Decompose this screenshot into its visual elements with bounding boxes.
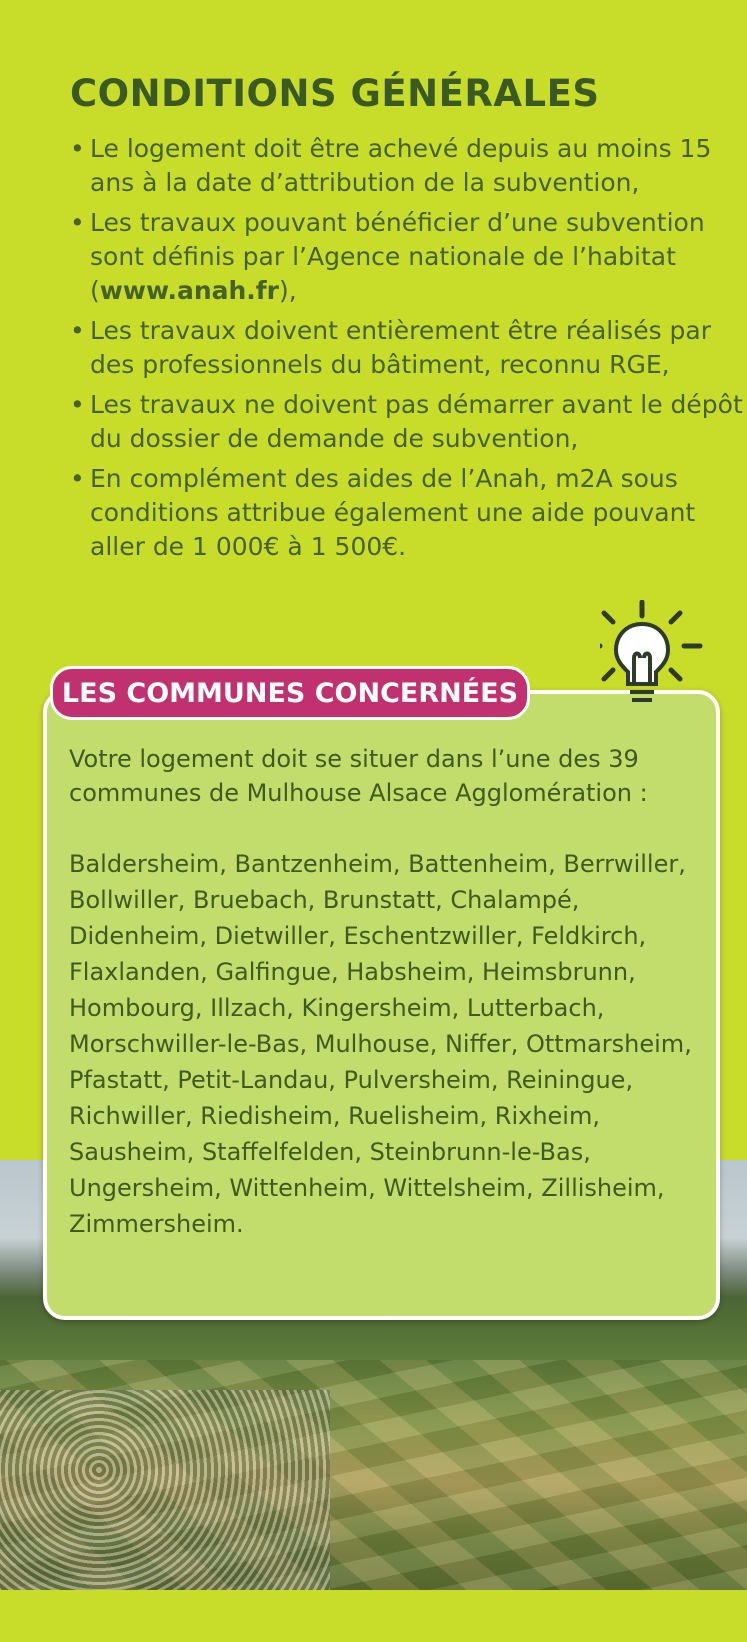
bottom-band xyxy=(0,1590,747,1642)
light-bulb-icon xyxy=(600,600,740,730)
anah-link[interactable]: www.anah.fr xyxy=(99,276,279,305)
communes-intro: Votre logement doit se situer dans l’une des 39 communes de Mulhouse Alsace Agglomération : xyxy=(69,745,648,807)
condition-item: • En complément des aides de l’Anah, m2A sous conditions attribue également une aide pouvant aller de 1 000€ à 1 500€. xyxy=(66,462,746,564)
condition-item: • Les travaux ne doivent pas démarrer avant le dépôt du dossier de demande de subvention, xyxy=(66,388,746,456)
village-pattern xyxy=(0,1390,330,1590)
condition-item: • Le logement doit être achevé depuis au moins 15 ans à la date d’attribution de la subvention, xyxy=(66,132,746,200)
conditions-title: CONDITIONS GÉNÉRALES xyxy=(70,72,600,115)
communes-list: Baldersheim, Bantzenheim, Battenheim, Berrwiller, Bollwiller, Bruebach, Brunstatt, Chalampé, Didenheim, Dietwiller, Eschentzwiller, Feldkirch, Flaxlanden, Galfingue, Habsheim, Heimsbrunn, Hombourg, Illzach, Kingersheim, Lutterbach, Morschwiller-le-Bas, Mulhouse, Niffer, Ottmarsheim, Pfastatt, Petit-Landau, Pulversheim, Reiningue, Richwiller, Riedisheim, Ruelisheim, Rixheim, Sausheim, Staffelfelden, Steinbrunn-le-Bas, Ungersheim, Wittenheim, Wittelsheim, Zillisheim, Zimmersheim. xyxy=(69,850,692,1238)
conditions-list xyxy=(66,132,746,570)
condition-item: • Les travaux pouvant bénéficier d’une subvention sont définis par l’Agence nationale de l’habitat (www.anah.fr), xyxy=(66,206,746,308)
condition-item: • Les travaux doivent entièrement être réalisés par des professionnels du bâtiment, reconnu RGE, xyxy=(66,314,746,382)
communes-badge: LES COMMUNES CONCERNÉES xyxy=(50,666,530,720)
